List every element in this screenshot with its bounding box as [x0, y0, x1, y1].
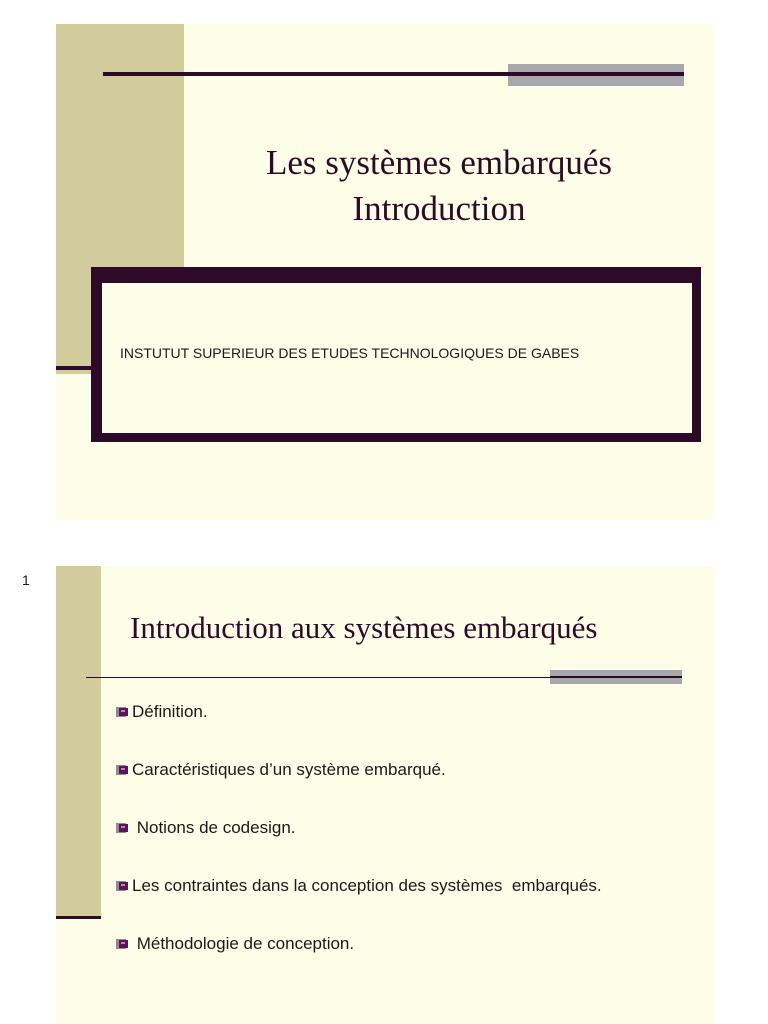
- monitor-bullet-icon: [116, 938, 130, 950]
- slide-title: [184, 140, 694, 232]
- page-number: 1: [22, 572, 30, 588]
- slide-title-line-1: Les systèmes embarqués: [265, 143, 613, 182]
- slide-title-line-2: Introduction: [352, 189, 526, 228]
- monitor-bullet-icon: [116, 822, 130, 834]
- list-item: [116, 934, 354, 954]
- list-item: [116, 876, 602, 896]
- list-item: [116, 818, 296, 838]
- side-rule: [56, 916, 101, 919]
- bullet-text: Définition.: [132, 702, 208, 721]
- list-item: [116, 702, 208, 722]
- gray-block-rule: [550, 676, 682, 678]
- list-item: [116, 760, 446, 780]
- bullet-text: Caractéristiques d’un système embarqué.: [132, 760, 446, 779]
- monitor-bullet-icon: [116, 880, 130, 892]
- slide-title: Introduction aux systèmes embarqués: [130, 610, 598, 645]
- side-rule: [56, 366, 96, 370]
- sidebar-accent: [56, 566, 101, 916]
- bullet-text: Méthodologie de conception.: [132, 934, 355, 953]
- gray-block-rule: [508, 72, 684, 76]
- bullet-text: Les contraintes dans la conception des systèmes embarqués.: [132, 876, 602, 895]
- monitor-bullet-icon: [116, 764, 130, 776]
- slide-subtitle: INSTUTUT SUPERIEUR DES ETUDES TECHNOLOGIQUES DE GABES: [120, 345, 580, 361]
- title-slide: [56, 24, 715, 520]
- monitor-bullet-icon: [116, 706, 130, 718]
- content-slide: [56, 566, 715, 1024]
- bullet-text: Notions de codesign.: [132, 818, 296, 837]
